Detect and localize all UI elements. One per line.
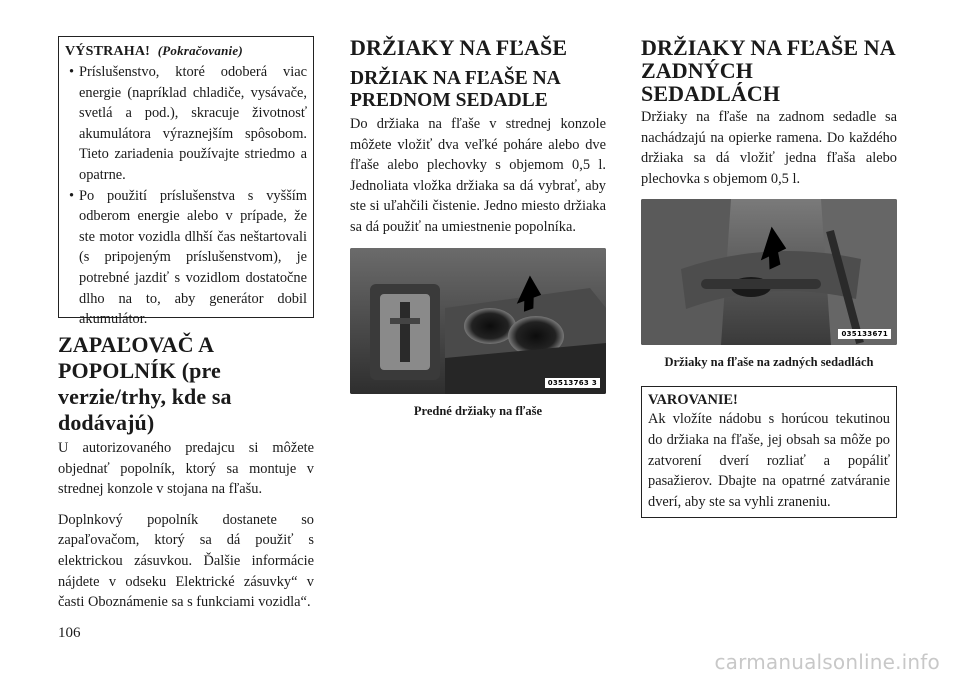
warning-continued: (Pokračovanie) <box>157 43 243 58</box>
warning-title <box>65 43 307 60</box>
page-number: 106 <box>58 625 81 641</box>
lighter-heading: ZAPAĽOVAČ A POPOLNÍK (pre verzie/trhy, kde sa dodávajú) <box>58 332 232 435</box>
warning-list <box>65 62 307 330</box>
lighter-paragraph: U autorizovaného predajcu si môžete objednať popolník, ktorý sa montuje v strednej konzole v stojana na fľašu. <box>58 440 314 498</box>
front-cupholder-photo <box>350 248 606 394</box>
image-code: 03513763 3 <box>545 378 600 388</box>
caution-title: VAROVANIE! <box>648 392 738 409</box>
caution-text: Ak vložíte nádobu s horúcou tekutinou do držiaka na fľaše, jej obsah sa môže po zatvorení dverí rozliať a popáliť pasažierov. Dbajte na opatrné zatváranie dverí, aby ste sa vyhli zraneniu. <box>648 411 890 510</box>
rear-cupholder-photo <box>641 199 897 345</box>
front-caption: Predné držiaky na fľaše <box>413 403 543 418</box>
bottle-heading: DRŽIAKY NA FĽAŠE <box>350 35 568 60</box>
warning-title-text: VÝSTRAHA! <box>65 44 151 59</box>
warning-box <box>58 36 314 328</box>
warning-item: • Príslušenstvo, ktoré odoberá viac energie (napríklad chladiče, vysávače, svetlá a pod.), skracuje životnosť akumulátora výraznejším spôsobom. Tieto zariadenia používajte striedmo a opatrne. <box>65 62 307 186</box>
lighter-paragraph: Doplnkový popolník dostanete so zapaľovačom, ktorý sa dá použiť s elektrickou zásuvkou. Ďalšie informácie nájdete v odseku Elektrické zásuvky“ v časti Oboznámenie sa s funkciami vozidla“. <box>58 511 314 611</box>
bottle-subheading: DRŽIAK NA FĽAŠE NA PREDNOM SEDADLE <box>350 68 560 111</box>
caution-box <box>641 386 897 518</box>
front-cupholder-illustration <box>350 248 606 394</box>
watermark: carmanualsonline.info <box>714 650 940 674</box>
rear-heading: DRŽIAKY NA FĽAŠE NA ZADNÝCH SEDADLÁCH <box>641 35 895 106</box>
bottle-paragraph: Do držiaka na fľaše v strednej konzole môžete vložiť dva veľké poháre alebo dve fľaše alebo plechovky s objemom 0,5 l. Jednoliata vložka držiaka sa dá vybrať, aby ste si uľahčili čistenie. Jedno miesto držiaka sa dá použiť na umiestnenie popolníka. <box>350 116 606 235</box>
rear-cupholder-illustration <box>641 199 897 345</box>
image-code: 035133671 <box>838 329 891 339</box>
column-right <box>641 36 897 518</box>
rear-caption: Držiaky na fľaše na zadných sedadlách <box>664 355 874 370</box>
warning-item: • Po použití príslušenstva s vyšším odberom energie alebo v prípade, že ste motor vozidla dlhší čas neštartovali (s pripojeným príslušenstvom), je potrebné jazdiť s vozidlom dostatočne dlho na to, aby generátor dobil akumulátor. <box>65 186 307 330</box>
column-left <box>58 36 314 613</box>
column-middle <box>350 36 606 419</box>
rear-paragraph: Držiaky na fľaše na zadnom sedadle sa nachádzajú na opierke ramena. Do každého držiaka sa dá vložiť jedna fľaša alebo plechovka s objemom 0,5 l. <box>641 109 897 187</box>
